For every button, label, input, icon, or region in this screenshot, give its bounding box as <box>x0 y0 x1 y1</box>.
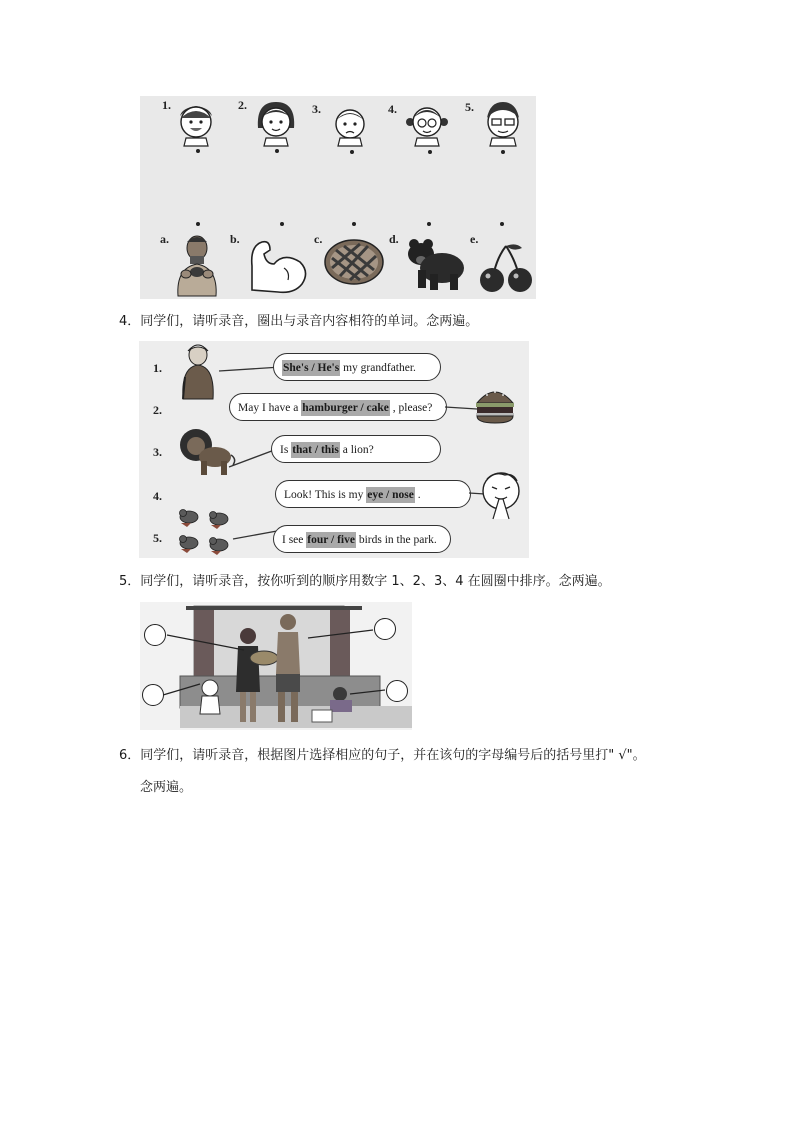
cherry-icon <box>478 242 536 294</box>
row-number: 4. <box>153 489 162 503</box>
word-choice[interactable]: eye / nose <box>367 489 414 501</box>
girl-face-icon <box>252 98 300 146</box>
row-number: 1. <box>153 361 162 375</box>
person-label-4: 4. <box>388 102 397 116</box>
question-4-instruction: 4．同学们，请听录音，圈出与录音内容相符的单词。念两遍。 <box>119 314 479 329</box>
item-label-c: c. <box>314 232 323 246</box>
hamburger-icon <box>473 385 517 425</box>
question-6-instruction-cont: 念两遍。 <box>140 780 193 795</box>
match-dot[interactable] <box>501 150 505 154</box>
order-circle-4[interactable] <box>386 680 408 702</box>
person-label-2: 2. <box>238 98 247 112</box>
bear-icon <box>404 236 466 292</box>
arm-muscle-icon <box>244 236 314 296</box>
match-dot[interactable] <box>427 222 431 226</box>
grandfather-icon <box>177 343 219 399</box>
connector-lines <box>140 602 412 730</box>
lion-icon <box>179 427 235 477</box>
boy-glasses-icon <box>478 98 528 146</box>
item-label-a: a. <box>160 232 169 246</box>
match-dot[interactable] <box>196 222 200 226</box>
speech-bubble-3: Is that / this a lion? <box>271 435 441 463</box>
pie-icon <box>322 236 386 286</box>
family-scene-panel <box>140 602 412 730</box>
order-circle-3[interactable] <box>142 684 164 706</box>
item-label-b: b. <box>230 232 240 246</box>
order-circle-1[interactable] <box>144 624 166 646</box>
word-choice[interactable]: She's / He's <box>283 362 340 374</box>
man-eating-icon <box>172 234 222 296</box>
person-label-1: 1. <box>162 98 171 112</box>
matching-picture-panel <box>140 96 536 299</box>
bubble-tail <box>219 363 279 375</box>
speech-bubble-1: She's / He's my grandfather. <box>273 353 441 381</box>
boy-sad-icon <box>326 102 374 146</box>
word-choice[interactable]: that / this <box>292 444 339 456</box>
speech-bubble-5: I see four / five birds in the park. <box>273 525 451 553</box>
bubble-tail <box>233 527 277 543</box>
person-label-5: 5. <box>465 100 474 114</box>
speech-bubble-4: Look! This is my eye / nose . <box>275 480 471 508</box>
boy-laughing-icon <box>172 98 220 146</box>
match-dot[interactable] <box>196 149 200 153</box>
match-dot[interactable] <box>352 222 356 226</box>
item-label-d: d. <box>389 232 399 246</box>
row-number: 5. <box>153 531 162 545</box>
speech-bubble-2: May I have a hamburger / cake , please? <box>229 393 447 421</box>
speech-bubble-panel <box>139 341 529 558</box>
birds-icon <box>177 505 237 557</box>
item-label-e: e. <box>470 232 479 246</box>
match-dot[interactable] <box>275 149 279 153</box>
word-choice[interactable]: four / five <box>307 534 355 546</box>
question-6-instruction: 6．同学们，请听录音，根据图片选择相应的句子，并在该句的字母编号后的括号里打" √"。 <box>119 748 646 763</box>
match-dot[interactable] <box>350 150 354 154</box>
row-number: 3. <box>153 445 162 459</box>
person-label-3: 3. <box>312 102 321 116</box>
child-pointing-nose-icon <box>475 469 527 521</box>
word-choice[interactable]: hamburger / cake <box>302 402 389 414</box>
match-dot[interactable] <box>500 222 504 226</box>
match-dot[interactable] <box>280 222 284 226</box>
order-circle-2[interactable] <box>374 618 396 640</box>
match-dot[interactable] <box>428 150 432 154</box>
girl-glasses-icon <box>402 100 452 146</box>
question-5-instruction: 5．同学们，请听录音，按你听到的顺序用数字 1、2、3、4 在圆圈中排序。念两遍。 <box>119 574 611 589</box>
row-number: 2. <box>153 403 162 417</box>
